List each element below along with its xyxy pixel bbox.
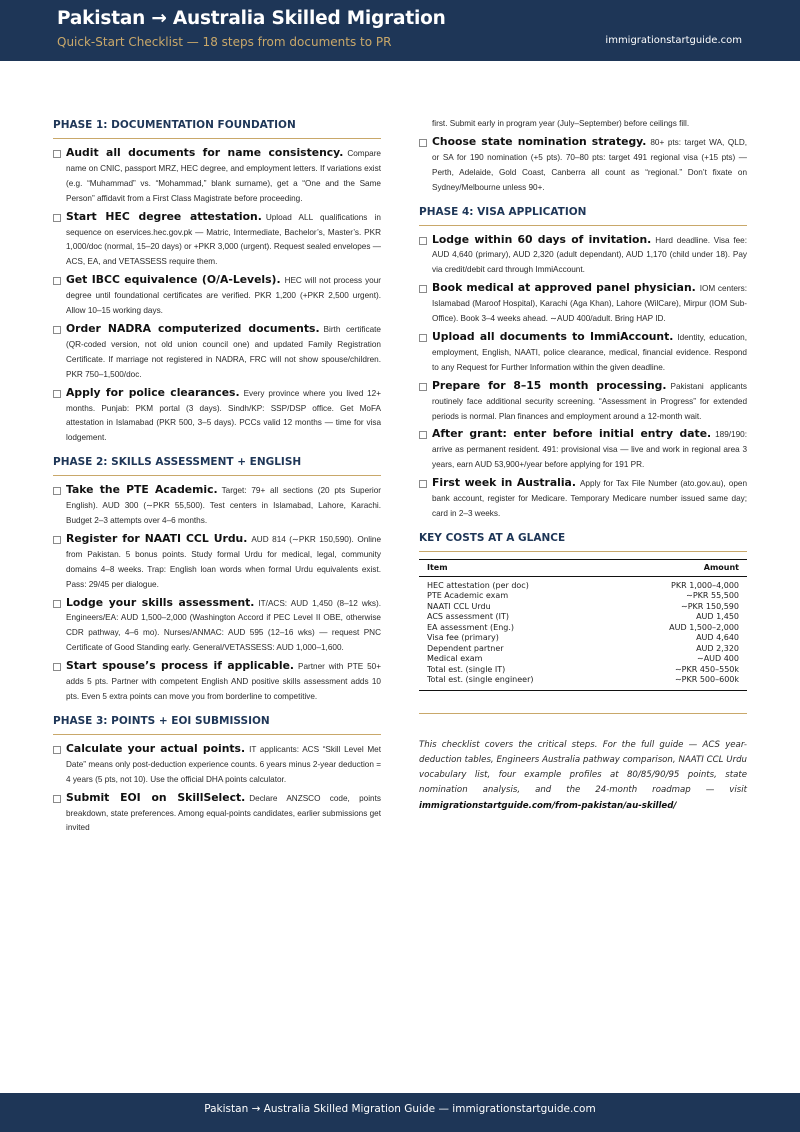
table-row [427,675,739,686]
checklist-item [53,596,381,657]
checkbox-icon[interactable] [419,431,427,439]
checklist-item-text: Apply for Tax File Number (ato.gov.au), open bank account, register for Medicare. Temporary Medicare number issued same day; card in 2–3 weeks. [432,479,747,518]
checklist-item-title: Get IBCC equivalence (O/A-Levels). [66,273,281,287]
costs-table [419,559,747,691]
checklist-item-text: AUD 814 (∼PKR 150,590). Online from Pakistan. 5 bonus points. Study formal Urdu for medical, legal, community domains 4–8 weeks. Trap: English loan words when formal Urdu equivalents exist. Pass: 29/45 per dialogue. [66,534,382,589]
checkbox-icon[interactable] [53,214,61,222]
table-row [427,654,739,665]
checklist-item-title: Order NADRA computerized documents. [66,321,320,335]
checklist-item-title: Take the PTE Academic. [66,483,218,497]
checklist-item-text: IT/ACS: AUD 1,450 (8–12 wks). Engineers/EA: AUD 1,500–2,000 (Washington Accord if PEC Level II OBE, otherwise CDR pathway, 4–6 mo). Nurses/ANMAC: AUD 595 (12–16 wks) — request PNC Certificate of Good Standing early. General/VETASSESS: AUD 1,000–1,600. [66,598,382,653]
header-site-link[interactable]: immigrationstartguide.com [605,35,742,46]
checklist-item-text: Partner with PTE 50+ adds 5 pts. Partner with competent English AND positive skills assessment adds 10 pts. Even 5 extra points can move you from borderline to competitive. [66,662,381,701]
checkbox-icon[interactable] [419,139,427,147]
cost-amount: AUD 2,320 [696,643,739,653]
checklist-item [53,659,381,705]
checklist-item-text: Declare ANZSCO code, points breakdown, state preferences. Among equal-points candidates, earlier submissions get invited [66,793,381,833]
checklist-item [419,476,747,522]
cost-item: Total est. (single IT) [427,664,506,674]
checklist-item [53,273,381,319]
checklist-item-text: Target: 79+ all sections (20 pts Superior English). AUD 300 (∼PKR 55,500). Test centers in Islamabad, Lahore, Karachi. Budget 2–3 attempts over 4–6 months. [66,486,381,526]
checkbox-icon[interactable] [53,795,61,803]
checklist-item [419,233,747,279]
divider [419,713,747,714]
checkbox-icon[interactable] [53,663,61,671]
table-row [427,581,739,592]
checklist-item-title: Calculate your actual points. [66,741,246,755]
checklist-item [53,322,381,383]
checkbox-icon[interactable] [53,536,61,544]
table-row [427,602,739,613]
cost-amount: ∼PKR 55,500 [686,591,739,601]
left-column [53,112,381,839]
checklist-item-text: Identity, education, employment, English, NAATI, police clearance, medical, financial evidence. Respond to any Request for Further Information within the given deadline. [432,332,747,372]
document-subtitle: Quick-Start Checklist — 18 steps from documents to PR [57,35,392,49]
checklist-item-title: First week in Australia. [432,476,576,490]
costs-table-header [419,560,747,577]
footer-text: Pakistan → Australia Skilled Migration Guide — immigrationstartguide.com [204,1103,596,1115]
cost-amount: ∼PKR 150,590 [681,601,739,611]
guide-url-link[interactable]: immigrationstartguide.com/from-pakistan/au-skilled/ [419,800,677,811]
checkbox-icon[interactable] [53,600,61,608]
cost-amount: ∼AUD 400 [696,654,739,664]
document-title: Pakistan → Australia Skilled Migration [57,8,446,29]
cost-item: Dependent partner [427,643,504,653]
cost-item: HEC attestation (per doc) [427,580,529,590]
cost-item: Medical exam [427,654,483,664]
checkbox-icon[interactable] [419,383,427,391]
checklist-item [53,742,381,788]
checklist-item-title: Start HEC degree attestation. [66,209,262,223]
cost-item: Total est. (single engineer) [427,675,534,685]
costs-heading: KEY COSTS AT A GLANCE [419,525,747,552]
checkbox-icon[interactable] [53,487,61,495]
checklist-item [53,146,381,207]
table-row [427,665,739,676]
checklist-item-text: IOM centers: Islamabad (Maroof Hospital), Karachi (Aga Khan), Lahore (WilCare), Mirpur (IOM Sub-Office). Book 3–4 weeks ahead. ∼AUD 400/adult. Bring HAP ID. [432,284,747,324]
checklist-item-title: Lodge your skills assessment. [66,595,255,609]
checklist-item [53,791,381,837]
phase-1-heading: PHASE 1: DOCUMENTATION FOUNDATION [53,112,381,139]
checkbox-icon[interactable] [53,746,61,754]
checkbox-icon[interactable] [419,334,427,342]
checkbox-icon[interactable] [53,277,61,285]
cost-item: PTE Academic exam [427,591,509,601]
cost-amount: PKR 1,000–4,000 [671,580,739,590]
checklist-item-title: Register for NAATI CCL Urdu. [66,531,248,545]
checklist-item-continuation: first. Submit early in program year (July–September) before ceilings fill. [432,119,690,128]
cost-amount: AUD 1,500–2,000 [669,622,739,632]
phase-3-heading: PHASE 3: POINTS + EOI SUBMISSION [53,708,381,735]
checklist-item-text: Hard deadline. Visa fee: AUD 4,640 (primary), AUD 2,320 (adult dependant), AUD 1,170 (child under 18). Pay via credit/debit card through ImmiAccount. [432,235,747,275]
costs-table-body [419,577,747,690]
checklist-item-text: Pakistani applicants routinely face additional security screening. “Assessment in Progress” for extended periods is normal. Plan finances and employment around a 12-month wait. [432,381,747,421]
cost-amount: AUD 4,640 [696,633,739,643]
checklist-item [419,281,747,327]
checkbox-icon[interactable] [419,237,427,245]
column-header-amount: Amount [703,562,739,572]
checklist-item-text: HEC will not process your degree until foundational certificates are verified. PKR 1,200 (+PKR 2,500 urgent). Allow 10–15 working days. [66,276,381,316]
checklist-item-text: 189/190: arrive as permanent resident. 491: provisional visa — live and work in regional area 3 years, earn AUD 53,900+/year before applying for 191 PR. [432,430,747,470]
checkbox-icon[interactable] [419,285,427,293]
cost-amount: ∼PKR 500–600k [674,675,739,685]
checklist-item-title: Lodge within 60 days of invitation. [432,232,652,246]
checklist-item [419,427,747,473]
checklist-item [53,386,381,447]
column-header-item: Item [427,562,448,572]
cost-amount: ∼PKR 450–550k [674,664,739,674]
checklist-item [419,135,747,196]
checklist-item-title: Apply for police clearances. [66,385,240,399]
checklist-item-text: IT applicants: ACS “Skill Level Met Date” means only post-deduction experience counts. 6 years minus 2-year deduction = 4 years (5 pts, not 10). Use the official DHA points calculator. [66,744,381,784]
checklist-item-title: After grant: enter before initial entry date. [432,427,712,441]
right-column [419,117,747,814]
page-footer [0,1093,800,1132]
table-row [427,612,739,623]
checklist-item-title: Audit all documents for name consistency. [66,146,344,159]
table-row [427,591,739,602]
checklist-item-text: 80+ pts: target WA, QLD, or SA for 190 nomination (+5 pts). 70–80 pts: target 491 regional visa (+15 pts) — Perth, Adelaide, Gold Coast, Canberra all count as “regional.” Don’t fixate on Sydney/Melbourne unless 90+. [432,137,748,192]
checklist-item [419,330,747,376]
closing-note [419,738,747,814]
checklist-item-text: Every province where you lived 12+ months. Punjab: PKM portal (3 days). Sindh/KP: SSP/DSP office. Get MoFA attestation in Islamabad (PKR 500, 3–5 days). PCCs valid 12 months — time for visa lodgement. [66,388,382,443]
checklist-item-title: Prepare for 8–15 month processing. [432,378,667,392]
checklist-item-text: Birth certificate (QR-coded version, not old union council one) and updated Family Registration Certificate. If marriage not registered in NADRA, FRC will not show spouse/children. PKR 750–1,500/doc. [66,324,381,379]
table-row [427,644,739,655]
checkbox-icon[interactable] [53,390,61,398]
checkbox-icon[interactable] [419,480,427,488]
checklist-item [53,483,381,529]
checkbox-icon[interactable] [53,326,61,334]
checklist-item [53,532,381,593]
table-row [427,633,739,644]
cost-amount: AUD 1,450 [696,612,739,622]
cost-item: EA assessment (Eng.) [427,622,515,632]
page-header [0,0,800,61]
checklist-item [53,210,381,271]
cost-item: Visa fee (primary) [427,633,499,643]
checklist-item-title: Submit EOI on SkillSelect. [66,790,246,804]
phase-2-heading: PHASE 2: SKILLS ASSESSMENT + ENGLISH [53,449,381,476]
checklist-item-title: Book medical at approved panel physician. [432,281,696,295]
checklist-item-title: Choose state nomination strategy. [432,134,647,148]
checklist-item [419,379,747,425]
closing-text: This checklist covers the critical steps. For the full guide — ACS year-deduction tables, Engineers Australia pathway comparison, NAATI CCL Urdu vocabulary list, four example profiles at 80/85/90/95 points, state nomination analysis, and the 24-month roadmap — visit [419,739,747,796]
table-row [427,623,739,634]
phase-4-heading: PHASE 4: VISA APPLICATION [419,199,747,226]
checklist-item-text: Upload ALL qualifications in sequence on eservices.hec.gov.pk — Matric, Intermediate, Bachelor’s, Master’s. PKR 1,000/doc (normal, 15–20 days) or +PKR 3,000 (urgent). Request sealed envelopes — ACS, EA, and VETASSESS require them. [66,212,381,267]
checkbox-icon[interactable] [53,150,61,158]
checklist-item-title: Upload all documents to ImmiAccount. [432,329,674,343]
cost-item: ACS assessment (IT) [427,612,509,622]
checklist-item-title: Start spouse’s process if applicable. [66,659,294,673]
checklist-item-text: Compare name on CNIC, passport MRZ, HEC degree, and employment letters. If variations exist (e.g. “Muhammad” vs. “Mohammad,” blank surname), get a “One and the Same Person” affidavit from a First Class Magistrate before proceeding. [66,149,381,203]
cost-item: NAATI CCL Urdu [427,601,491,611]
